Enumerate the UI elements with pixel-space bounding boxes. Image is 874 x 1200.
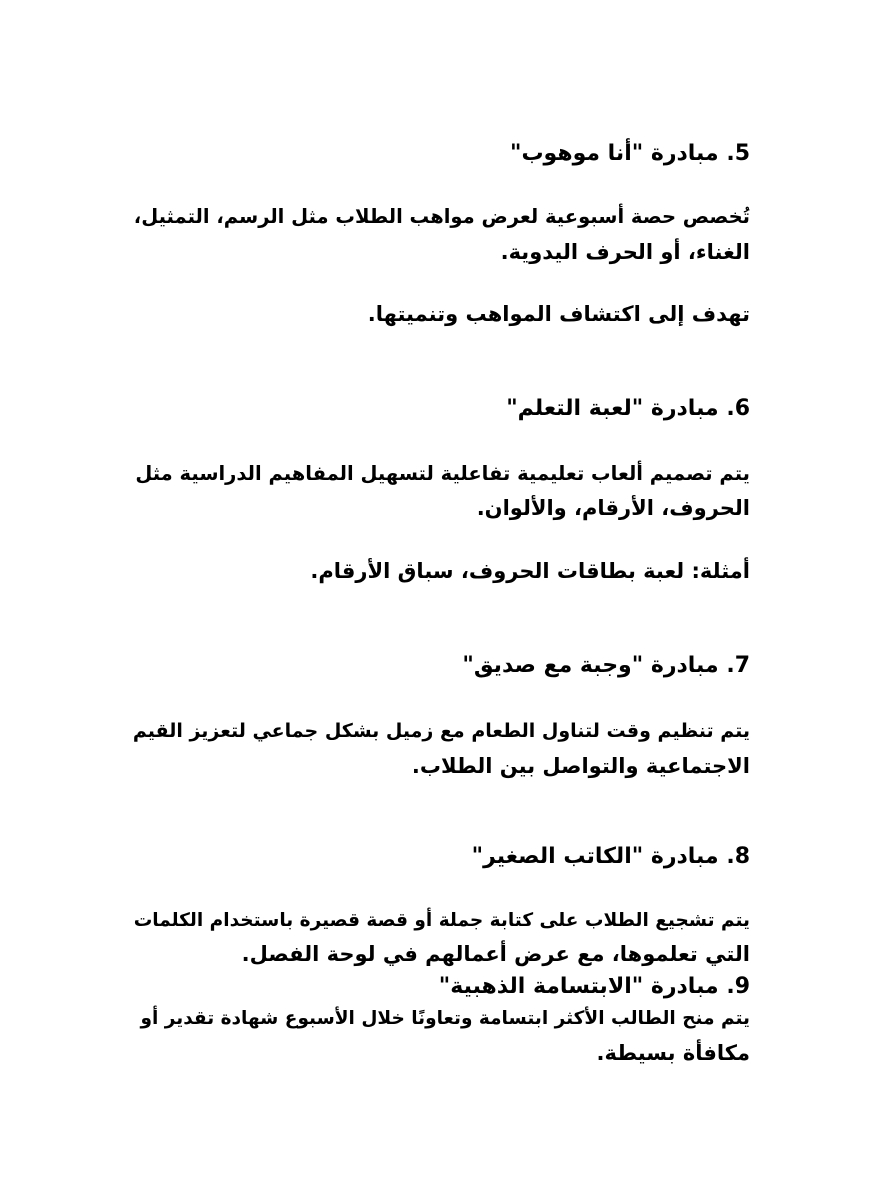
heading-initiative-7: 7. مبادرة "وجبة مع صديق" <box>462 653 750 678</box>
heading-initiative-5: 5. مبادرة "أنا موهوب" <box>509 141 750 166</box>
heading-initiative-8: 8. مبادرة "الكاتب الصغير" <box>471 844 750 869</box>
paragraph-line: يتم تصميم ألعاب تعليمية تفاعلية لتسهيل المفاهيم الدراسية مثل <box>135 462 750 485</box>
paragraph-line: الحروف، الأرقام، والألوان. <box>476 496 750 520</box>
paragraph-line: يتم منح الطالب الأكثر ابتسامة وتعاونًا خلال الأسبوع شهادة تقدير أو <box>140 1008 750 1029</box>
heading-initiative-6: 6. مبادرة "لعبة التعلم" <box>506 396 750 421</box>
paragraph-line: تهدف إلى اكتشاف المواهب وتنميتها. <box>367 302 750 326</box>
paragraph-line: يتم تشجيع الطلاب على كتابة جملة أو قصة قصيرة باستخدام الكلمات <box>133 910 750 931</box>
paragraph-line: الاجتماعية والتواصل بين الطلاب. <box>411 754 750 778</box>
heading-initiative-9: 9. مبادرة "الابتسامة الذهبية" <box>438 974 750 999</box>
paragraph-line: الغناء، أو الحرف اليدوية. <box>500 240 750 264</box>
paragraph-line: أمثلة: لعبة بطاقات الحروف، سباق الأرقام. <box>310 559 750 583</box>
paragraph-line: التي تعلموها، مع عرض أعمالهم في لوحة الفصل. <box>241 942 750 966</box>
paragraph-line: يتم تنظيم وقت لتناول الطعام مع زميل بشكل جماعي لتعزيز القيم <box>132 720 750 742</box>
paragraph-line: مكافأة بسيطة. <box>596 1041 750 1065</box>
paragraph-line: تُخصص حصة أسبوعية لعرض مواهب الطلاب مثل الرسم، التمثيل، <box>133 205 750 228</box>
